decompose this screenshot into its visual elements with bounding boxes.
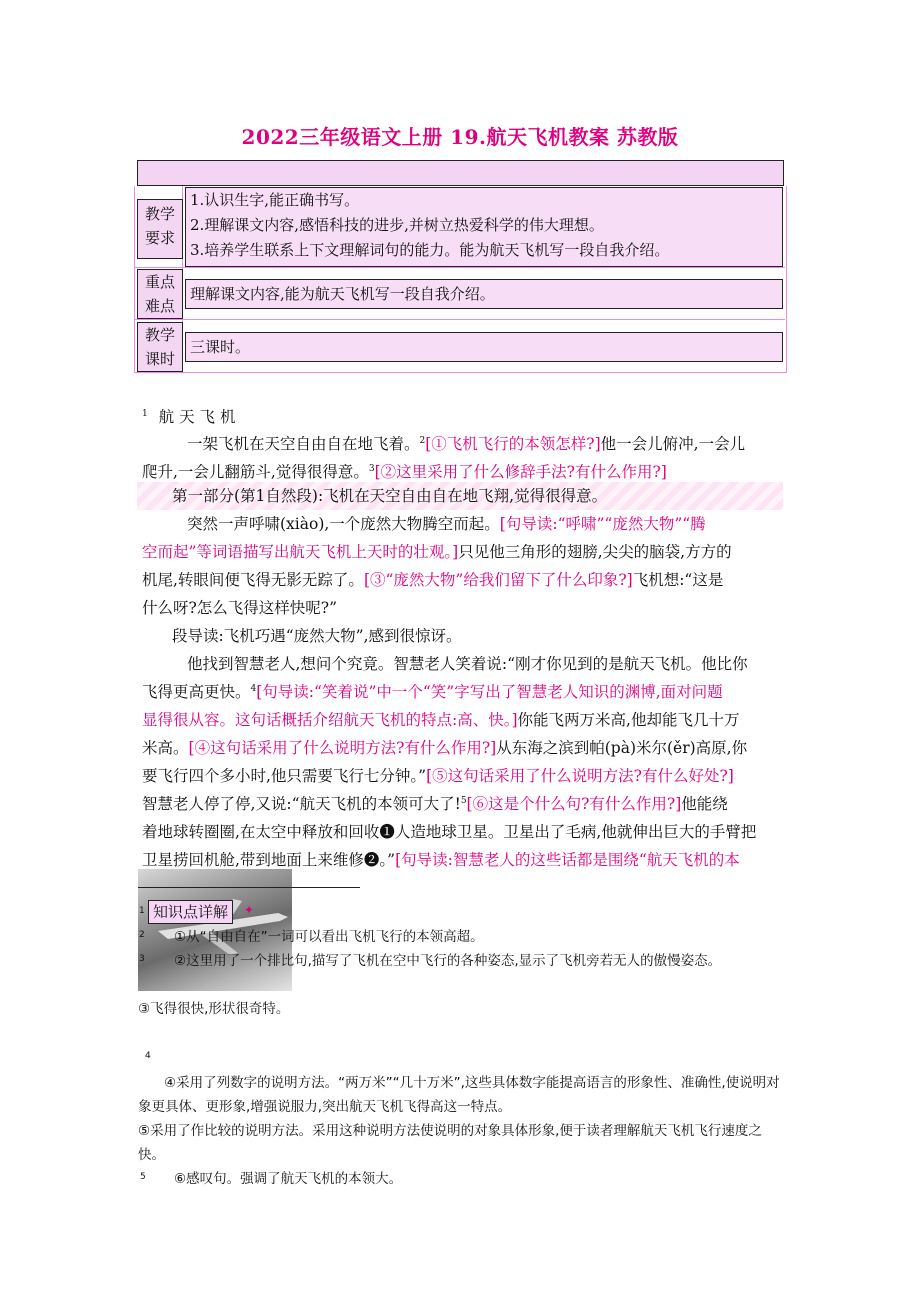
paragraph-line [142, 678, 723, 706]
knowledge-points-label: 知识点详解 [148, 900, 233, 924]
row-label-periods [137, 322, 183, 372]
footnote-number: 3 [139, 954, 145, 964]
segment-guide: 段导读:飞机巧遇“庞然大物”,感到很惊讶。 [172, 627, 462, 645]
paragraph-line [142, 538, 732, 566]
paragraph-line [142, 706, 739, 734]
requirement-item: 2.理解课文内容,感悟科技的进步,并树立热爱科学的伟大理想。 [190, 216, 604, 234]
label-line: 教学 [144, 326, 175, 344]
paragraph-line [142, 734, 747, 762]
paragraph-line [187, 510, 706, 538]
guide-annotation: 空而起”等词语描写出航天飞机上天时的壮观。] [142, 543, 459, 561]
table-divider [134, 267, 785, 268]
question-annotation: [④这句话采用了什么说明方法?有什么作用?] [188, 739, 497, 757]
periods-box: 三课时。 [185, 332, 783, 362]
note-4-cont: 象更具体、更形象,增强说服力,突出航天飞机飞得高这一特点。 [138, 1099, 512, 1115]
text: 智慧老人停了停,又说:“航天飞机的本领可大了! [142, 795, 461, 813]
note-5: ⑤采用了作比较的说明方法。采用这种说明方法使说明的对象具体形象,便于读者理解航天飞机飞行速度之 [138, 1123, 762, 1139]
text: 你能飞两万米高,他却能飞几十万 [517, 711, 740, 729]
text: 爬升,一会儿翻筋斗,觉得很得意。 [142, 463, 369, 481]
paragraph-line: 他找到智慧老人,想问个究竟。智慧老人笑着说:“刚才你见到的是航天飞机。他比你 [187, 655, 748, 673]
footnote-number: 5 [140, 1172, 146, 1182]
page-title: 2022三年级语文上册 19.航天飞机教案 苏教版 [241, 125, 679, 149]
label-line: 教学 [144, 205, 175, 223]
footnote-separator [138, 887, 360, 888]
note-3: ③飞得很快,形状很奇特。 [138, 1001, 290, 1017]
question-annotation: [①飞机飞行的本领怎样?] [425, 435, 601, 453]
text: 飞得更高更快。 [142, 683, 251, 701]
question-annotation: [③“庞然大物”给我们留下了什么印象?] [363, 571, 633, 589]
lesson-title: 航 天 飞 机 [158, 408, 236, 426]
paragraph-line [142, 566, 723, 594]
text: 米高。 [142, 739, 189, 757]
star-icon: ✦ [244, 903, 255, 917]
footnote-number: 2 [139, 930, 145, 940]
text: 机尾,转眼间便飞得无影无踪了。 [142, 571, 364, 589]
footnote-number: 4 [145, 1051, 151, 1061]
row-label-requirements [137, 199, 183, 259]
table-header-bar [137, 160, 784, 186]
text: 要飞行四个多小时,他只需要飞行七分钟。” [142, 767, 427, 785]
table-divider [134, 319, 785, 320]
requirement-item: 1.认识生字,能正确书写。 [190, 191, 360, 209]
label-line: 重点 [144, 273, 175, 291]
text: 从东海之滨到帕(pà)米尔(ěr)高原,你 [496, 739, 748, 757]
requirement-item: 3.培养学生联系上下文理解词句的能力。能为航天飞机写一段自我介绍。 [190, 241, 670, 259]
paragraph-line [187, 430, 745, 458]
text: 飞机想:“这是 [632, 571, 724, 589]
note-1: ①从“自由自在”一词可以看出飞机飞行的本领高超。 [174, 929, 484, 945]
text: 他能绕 [681, 795, 728, 813]
requirements-box [185, 187, 783, 267]
question-annotation: [②这里采用了什么修辞手法?有什么作用?] [374, 463, 667, 481]
text: 突然一声呼啸(xiào),一个庞然大物腾空而起。 [187, 515, 500, 533]
footnote-marker: 5 [460, 795, 467, 806]
label-line: 难点 [144, 297, 175, 315]
text: 一架飞机在天空自由自在地飞着。 [187, 435, 420, 453]
text: 他一会儿俯冲,一会儿 [600, 435, 746, 453]
guide-annotation: 显得很从容。这句话概括介绍航天飞机的特点:高、快。] [142, 711, 518, 729]
guide-annotation: [句导读:智慧老人的这些话都是围绕“航天飞机的本 [395, 851, 740, 869]
label-line: 要求 [144, 229, 175, 247]
lesson-heading [142, 403, 235, 431]
footnote-marker: 2 [419, 435, 426, 446]
footnote-marker: 1 [142, 408, 148, 419]
footnote-number: 1 [139, 906, 145, 916]
paragraph-line [142, 790, 728, 818]
paragraph-line [142, 762, 734, 790]
note-4: ④采用了列数字的说明方法。“两万米”“几十万米”,这些具体数字能提高语言的形象性、准确性,使说明对 [164, 1075, 780, 1091]
footnote-marker: 4 [250, 683, 257, 694]
guide-annotation: [句导读:“笑着说”中一个“笑”字写出了智慧老人知识的渊博,面对问题 [256, 683, 723, 701]
note-2: ②这里用了一个排比句,描写了飞机在空中飞行的各种姿态,显示了飞机旁若无人的傲慢姿态。 [174, 953, 722, 969]
key-points-box: 理解课文内容,能为航天飞机写一段自我介绍。 [185, 279, 783, 309]
note-5-cont: 快。 [138, 1147, 165, 1163]
question-annotation: [⑤这句话采用了什么说明方法?有什么好处?] [426, 767, 734, 785]
question-annotation: [⑥这是个什么句?有什么作用?] [466, 795, 682, 813]
text: 只见他三角形的翅膀,尖尖的脑袋,方方的 [458, 543, 732, 561]
text: 卫星捞回机舱,带到地面上来维修❷。” [142, 851, 396, 869]
paragraph-line: 什么呀?怎么飞得这样快呢?” [142, 599, 338, 617]
note-6: ⑥感叹句。强调了航天飞机的本领大。 [174, 1171, 403, 1187]
footnote-marker: 3 [368, 463, 375, 474]
part-summary: 第一部分(第1自然段):飞机在天空自由自在地飞翔,觉得很得意。 [172, 487, 608, 505]
row-label-key-points [137, 269, 183, 319]
label-line: 课时 [144, 350, 175, 368]
guide-annotation: [句导读:“呼啸”“庞然大物”“腾 [499, 515, 706, 533]
paragraph-line: 着地球转圈圈,在太空中释放和回收❶人造地球卫星。卫星出了毛病,他就伸出巨大的手臂把 [142, 823, 757, 841]
